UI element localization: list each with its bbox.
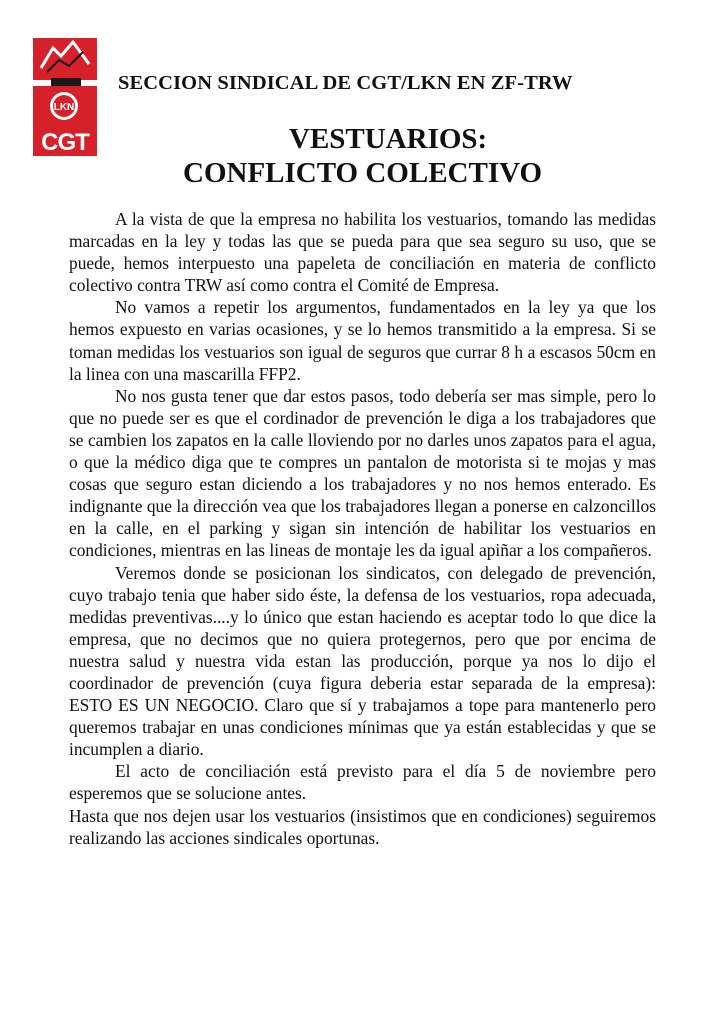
paragraph: El acto de conciliación está previsto para el día 5 de noviembre pero esperemos que se solucione antes.	[69, 761, 656, 804]
closing-paragraph: Hasta que nos dejen usar los vestuarios (insistimos que en condiciones) seguiremos realizando las acciones sindicales oportunas.	[69, 805, 656, 848]
paragraph: No vamos a repetir los argumentos, fundamentados en la ley ya que los hemos expuesto en varias ocasiones, y se lo hemos transmitido a la empresa. Si se toman medidas los vestuarios son igual de seguros que currar 8 h a escasos 50cm en la linea con una mascarilla FFP2.	[69, 297, 656, 384]
paragraph: Veremos donde se posicionan los sindicatos, con delegado de prevención, cuyo trabajo tenia que haber sido éste, la defensa de los vestuarios, ropa adecuada, medidas preventivas....y lo único que estan haciendo es aceptar todo lo que dice la empresa, que no decimos que no quiera protegernos, pero que por encima de nuestra salud y nuestra vida estan las producción, porque ya nos lo dijo el coordinador de prevención (cuya figura deberia estar separada de la empresa): ESTO ES UN NEGOCIO. Claro que sí y trabajamos a tope para mantenerlo pero queremos trabajar en unas condiciones mínimas que ya están establecidas y que se incumplen a diario.	[69, 562, 656, 760]
paragraph: A la vista de que la empresa no habilita los vestuarios, tomando las medidas marcadas en la ley y todas las que se pueda para que sea seguro su uso, que se puede, hemos interpuesto una papeleta de conciliación en materia de conflicto colectivo contra TRW así como contra el Comité de Empresa.	[69, 209, 656, 296]
logo-lkn-text: LKN	[53, 102, 75, 113]
logo-cgt-text: CGT	[41, 129, 89, 156]
document-body	[69, 208, 656, 849]
section-heading: SECCION SINDICAL DE CGT/LKN EN ZF-TRW	[118, 72, 573, 94]
title-line-1: VESTUARIOS:	[289, 123, 488, 155]
document-title	[0, 122, 724, 190]
paragraph: No nos gusta tener que dar estos pasos, todo debería ser mas simple, pero lo que no puede ser es que el cordinador de prevención le diga a los trabajadores que se cambien los zapatos en la calle lloviendo por no darles unos zapatos para el agua, o que la médico diga que te compres un pantalon de motorista si te mojas y mas cosas que seguro estan diciendo a los trabajadores y no nos hemos enterado. Es indignante que la dirección vea que los trabajadores llegan a ponerse en calzoncillos en la calle, en el parking y sigan sin intención de habilitar los vestuarios en condiciones, mientras en las lineas de montaje les da igual apiñar a los compañeros.	[69, 385, 656, 561]
title-line-2: CONFLICTO COLECTIVO	[183, 157, 543, 189]
